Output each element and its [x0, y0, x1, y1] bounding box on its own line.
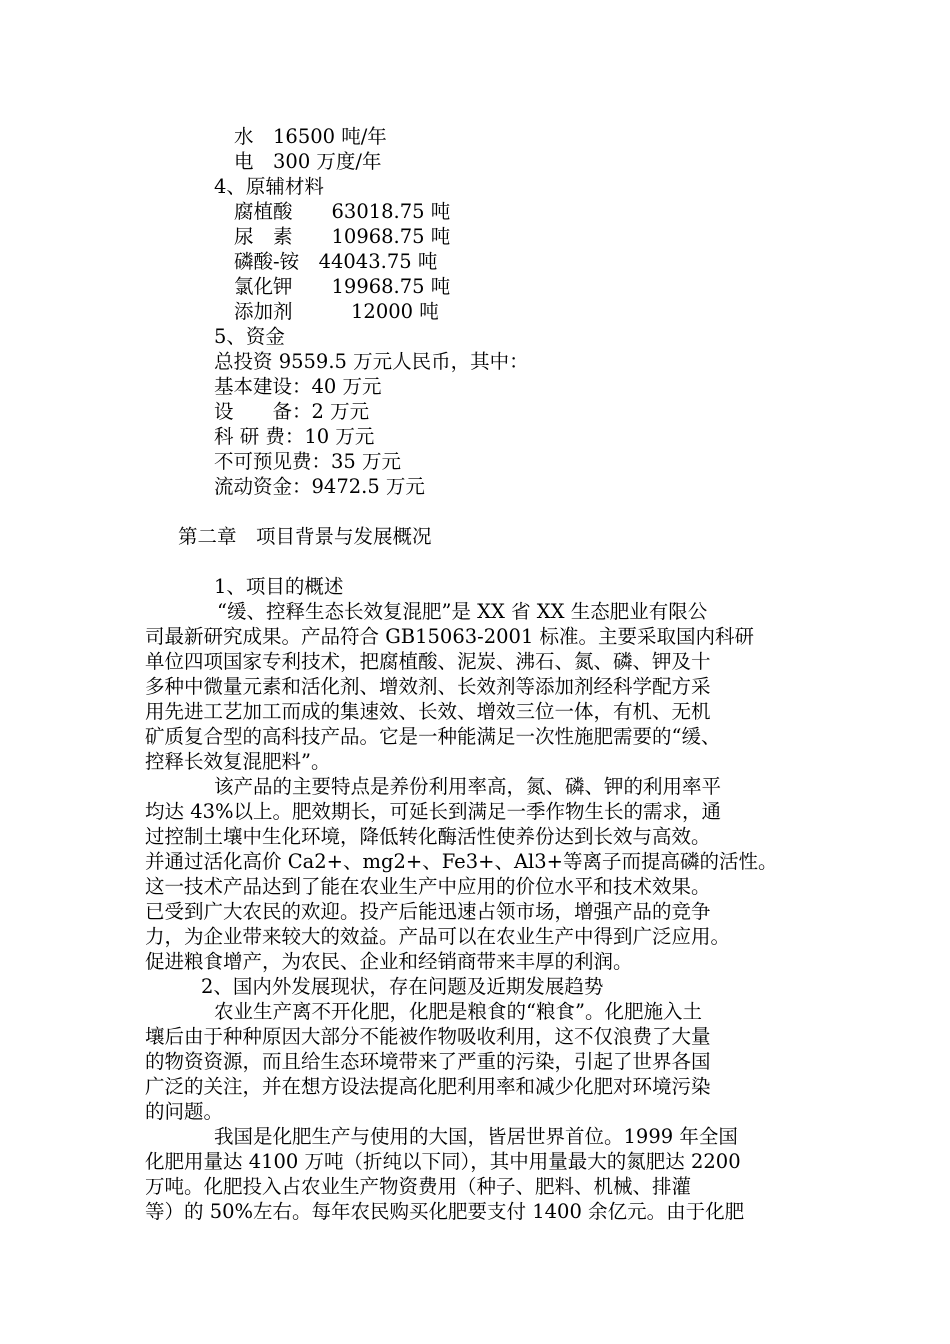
paragraph-line: 这一技术产品达到了能在农业生产中应用的价位水平和技术效果。 [145, 875, 711, 898]
material-item: 腐植酸 63018.75 吨 [234, 200, 451, 223]
paragraph-line: 均达 43%以上。肥效期长，可延长到满足一季作物生长的需求，通 [145, 800, 722, 823]
paragraph-line: 过控制土壤中生化环境，降低转化酶活性使养份达到长效与高效。 [145, 825, 711, 848]
paragraph-line: “缓、控释生态长效复混肥”是 XX 省 XX 生态肥业有限公 [217, 600, 708, 623]
paragraph-line: 已受到广大农民的欢迎。投产后能迅速占领市场，增强产品的竞争 [145, 900, 711, 923]
funds-line: 科 研 费：10 万元 [214, 425, 375, 448]
water-line: 水 16500 吨/年 [234, 125, 387, 148]
paragraph-line: 单位四项国家专利技术，把腐植酸、泥炭、沸石、氮、磷、钾及十 [145, 650, 711, 673]
chapter-title: 第二章 项目背景与发展概况 [178, 525, 432, 548]
paragraph-line: 促进粮食增产，为农民、企业和经销商带来丰厚的利润。 [145, 950, 633, 973]
section-heading: 1、项目的概述 [214, 575, 344, 598]
funds-line: 设 备：2 万元 [214, 400, 370, 423]
paragraph-line: 矿质复合型的高科技产品。它是一种能满足一次性施肥需要的“缓、 [145, 725, 721, 748]
material-item: 氯化钾 19968.75 吨 [234, 275, 451, 298]
paragraph-line: 控释长效复混肥料”。 [145, 750, 331, 773]
paragraph-line: 该产品的主要特点是养份利用率高，氮、磷、钾的利用率平 [214, 775, 722, 798]
paragraph-line: 广泛的关注，并在想方设法提高化肥利用率和减少化肥对环境污染 [145, 1075, 711, 1098]
paragraph-line: 力，为企业带来较大的效益。产品可以在农业生产中得到广泛应用。 [145, 925, 731, 948]
funds-line: 流动资金：9472.5 万元 [214, 475, 425, 498]
funds-line: 不可预见费：35 万元 [214, 450, 402, 473]
paragraph-line: 等）的 50%左右。每年农民购买化肥要支付 1400 余亿元。由于化肥 [145, 1200, 745, 1223]
section-heading: 2、国内外发展现状，存在问题及近期发展趋势 [201, 975, 604, 998]
funds-heading: 5、资金 [214, 325, 285, 348]
paragraph-line: 司最新研究成果。产品符合 GB15063-2001 标准。主要采取国内科研 [145, 625, 755, 648]
paragraph-line: 农业生产离不开化肥，化肥是粮食的“粮食”。化肥施入土 [214, 1000, 702, 1023]
material-item: 尿 素 10968.75 吨 [234, 225, 451, 248]
materials-heading: 4、原辅材料 [214, 175, 324, 198]
paragraph-line: 我国是化肥生产与使用的大国，皆居世界首位。1999 年全国 [214, 1125, 738, 1148]
paragraph-line: 的物资资源，而且给生态环境带来了严重的污染，引起了世界各国 [145, 1050, 711, 1073]
material-item: 添加剂 12000 吨 [234, 300, 439, 323]
paragraph-line: 的问题。 [145, 1100, 224, 1123]
paragraph-line: 并通过活化高价 Ca2+、mg2+、Fe3+、Al3+等离子而提高磷的活性。 [145, 850, 778, 873]
funds-line: 总投资 9559.5 万元人民币，其中： [214, 350, 529, 373]
paragraph-line: 万吨。化肥投入占农业生产物资费用（种子、肥料、机械、排灌 [145, 1175, 692, 1198]
paragraph-line: 壤后由于种种原因大部分不能被作物吸收利用，这不仅浪费了大量 [145, 1025, 711, 1048]
material-item: 磷酸-铵 44043.75 吨 [234, 250, 438, 273]
paragraph-line: 用先进工艺加工而成的集速效、长效、增效三位一体，有机、无机 [145, 700, 711, 723]
paragraph-line: 多种中微量元素和活化剂、增效剂、长效剂等添加剂经科学配方采 [145, 675, 711, 698]
paragraph-line: 化肥用量达 4100 万吨（折纯以下同），其中用量最大的氮肥达 2200 [145, 1150, 741, 1173]
funds-line: 基本建设：40 万元 [214, 375, 382, 398]
electricity-line: 电 300 万度/年 [234, 150, 382, 173]
